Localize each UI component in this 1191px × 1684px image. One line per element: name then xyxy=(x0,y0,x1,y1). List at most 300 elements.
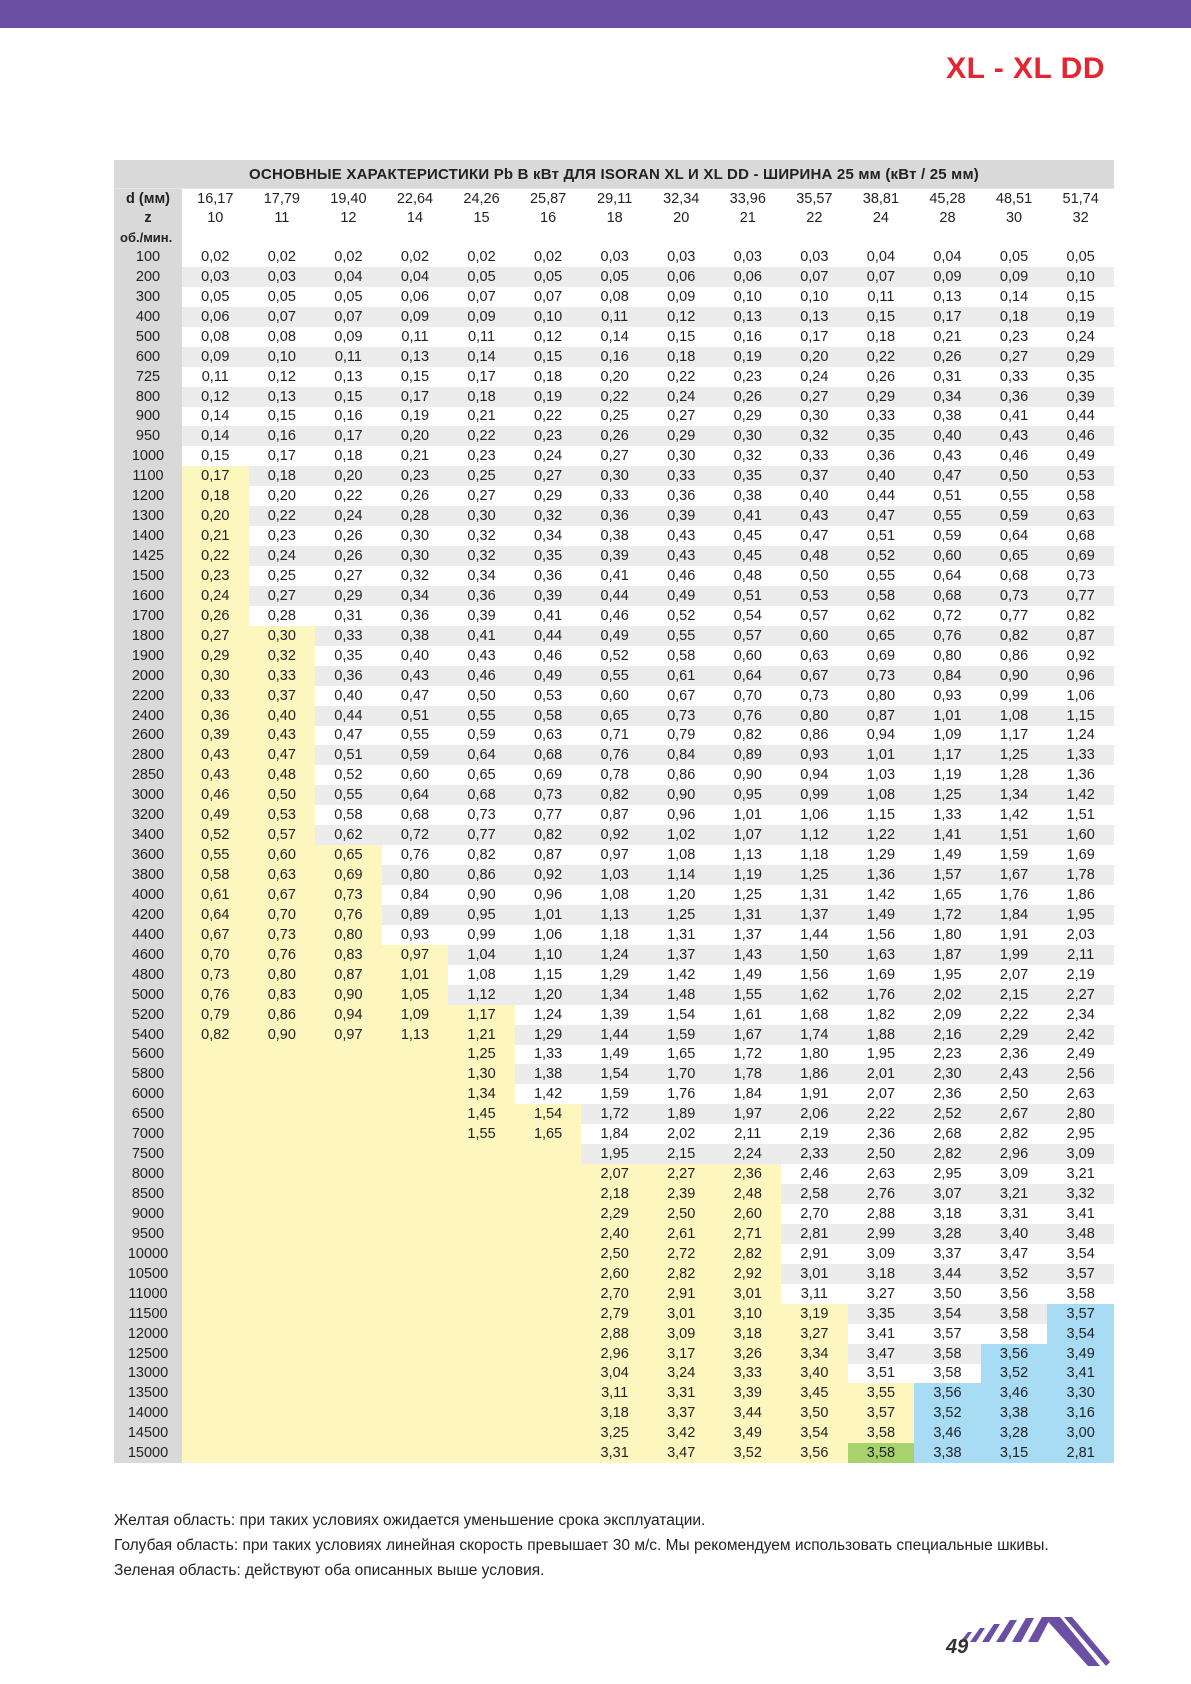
power-cell: 3,01 xyxy=(715,1284,782,1304)
power-cell: 0,35 xyxy=(848,426,915,446)
power-cell: 3,09 xyxy=(648,1324,715,1344)
power-cell: 1,45 xyxy=(448,1104,515,1124)
power-cell: 0,43 xyxy=(249,726,316,746)
table-row xyxy=(114,805,1114,825)
power-cell xyxy=(182,1344,249,1364)
power-cell: 0,48 xyxy=(781,546,848,566)
power-cell: 0,22 xyxy=(515,407,582,427)
table-row xyxy=(114,1204,1114,1224)
power-cell: 0,67 xyxy=(648,686,715,706)
power-cell xyxy=(515,1324,582,1344)
power-cell: 0,14 xyxy=(182,407,249,427)
power-cell: 3,57 xyxy=(1047,1304,1114,1324)
teeth-cell: 18 xyxy=(581,208,648,227)
table-row xyxy=(114,706,1114,726)
power-cell: 0,33 xyxy=(182,686,249,706)
power-cell: 0,16 xyxy=(249,426,316,446)
power-cell: 3,44 xyxy=(914,1264,981,1284)
power-cell: 0,47 xyxy=(249,745,316,765)
power-cell: 0,92 xyxy=(1047,646,1114,666)
rpm-label: об./мин. xyxy=(114,227,182,247)
power-cell: 2,81 xyxy=(1047,1443,1114,1463)
rpm-cell: 3000 xyxy=(114,785,182,805)
power-cell: 1,15 xyxy=(515,965,582,985)
rpm-cell: 6500 xyxy=(114,1104,182,1124)
rpm-cell: 9000 xyxy=(114,1204,182,1224)
power-cell: 0,55 xyxy=(981,486,1048,506)
power-cell: 0,27 xyxy=(515,466,582,486)
power-cell: 0,19 xyxy=(382,407,449,427)
power-cell: 1,91 xyxy=(981,925,1048,945)
rpm-cell: 1700 xyxy=(114,606,182,626)
power-cell: 0,69 xyxy=(848,646,915,666)
power-cell xyxy=(249,1403,316,1423)
power-cell: 0,55 xyxy=(848,566,915,586)
power-cell: 0,97 xyxy=(382,945,449,965)
table-row xyxy=(114,1184,1114,1204)
power-cell: 0,30 xyxy=(182,666,249,686)
power-cell: 0,76 xyxy=(182,985,249,1005)
power-cell: 0,57 xyxy=(249,825,316,845)
power-cell: 3,18 xyxy=(914,1204,981,1224)
power-cell: 0,73 xyxy=(848,666,915,686)
power-cell: 0,46 xyxy=(448,666,515,686)
rpm-cell: 5800 xyxy=(114,1064,182,1084)
power-cell: 0,44 xyxy=(515,626,582,646)
power-cell: 3,35 xyxy=(848,1304,915,1324)
power-cell: 0,15 xyxy=(382,367,449,387)
table-row xyxy=(114,1104,1114,1124)
power-cell: 0,12 xyxy=(648,307,715,327)
power-cell: 1,08 xyxy=(981,706,1048,726)
power-cell: 2,71 xyxy=(715,1224,782,1244)
power-cell: 3,09 xyxy=(981,1164,1048,1184)
power-cell: 2,52 xyxy=(914,1104,981,1124)
rpm-cell: 725 xyxy=(114,367,182,387)
power-cell: 2,19 xyxy=(781,1124,848,1144)
rpm-cell: 4200 xyxy=(114,905,182,925)
power-cell: 3,41 xyxy=(1047,1204,1114,1224)
power-cell: 3,31 xyxy=(648,1383,715,1403)
power-cell: 0,73 xyxy=(182,965,249,985)
rpm-cell: 3600 xyxy=(114,845,182,865)
diameter-cell: 35,57 xyxy=(781,189,848,209)
power-cell: 0,04 xyxy=(914,247,981,267)
power-cell: 3,17 xyxy=(648,1344,715,1364)
power-cell: 3,47 xyxy=(848,1344,915,1364)
power-cell: 0,45 xyxy=(715,546,782,566)
rpm-cell: 5600 xyxy=(114,1045,182,1065)
power-cell xyxy=(182,1124,249,1144)
power-cell xyxy=(382,1403,449,1423)
power-cell: 0,52 xyxy=(182,825,249,845)
power-cell: 0,05 xyxy=(315,287,382,307)
legend-green: Зеленая область: действуют оба описанных выше условия. xyxy=(114,1562,545,1579)
power-cell: 0,47 xyxy=(315,726,382,746)
power-cell: 1,78 xyxy=(715,1064,782,1084)
power-cell: 2,48 xyxy=(715,1184,782,1204)
power-cell: 0,43 xyxy=(382,666,449,686)
power-cell: 0,49 xyxy=(515,666,582,686)
power-cell: 0,05 xyxy=(182,287,249,307)
power-cell xyxy=(448,1403,515,1423)
power-cell: 0,86 xyxy=(781,726,848,746)
power-cell: 0,68 xyxy=(382,805,449,825)
table-row xyxy=(114,1025,1114,1045)
power-cell: 1,39 xyxy=(581,1005,648,1025)
power-cell xyxy=(315,1264,382,1284)
top-accent-bar xyxy=(0,0,1191,28)
power-cell: 0,67 xyxy=(249,885,316,905)
power-cell: 0,26 xyxy=(581,426,648,446)
power-cell: 2,91 xyxy=(648,1284,715,1304)
rpm-cell: 1300 xyxy=(114,506,182,526)
table-row xyxy=(114,965,1114,985)
power-cell: 0,33 xyxy=(249,666,316,686)
power-rating-table xyxy=(114,160,1114,1463)
power-cell: 1,42 xyxy=(981,805,1048,825)
power-cell: 3,58 xyxy=(848,1443,915,1463)
power-cell: 0,32 xyxy=(249,646,316,666)
power-cell: 0,40 xyxy=(249,706,316,726)
power-cell: 0,29 xyxy=(515,486,582,506)
power-cell: 0,27 xyxy=(448,486,515,506)
power-cell: 0,26 xyxy=(315,526,382,546)
power-cell: 1,54 xyxy=(648,1005,715,1025)
power-cell: 0,52 xyxy=(315,765,382,785)
power-cell: 0,31 xyxy=(914,367,981,387)
power-cell: 3,10 xyxy=(715,1304,782,1324)
power-cell: 0,73 xyxy=(781,686,848,706)
rpm-cell: 800 xyxy=(114,387,182,407)
power-cell: 3,52 xyxy=(981,1264,1048,1284)
power-cell: 0,79 xyxy=(648,726,715,746)
power-cell xyxy=(448,1423,515,1443)
rpm-cell: 11500 xyxy=(114,1304,182,1324)
power-cell: 1,42 xyxy=(848,885,915,905)
power-cell: 0,73 xyxy=(515,785,582,805)
power-cell: 0,22 xyxy=(182,546,249,566)
power-cell: 0,08 xyxy=(182,327,249,347)
power-cell: 0,19 xyxy=(515,387,582,407)
power-cell: 1,67 xyxy=(981,865,1048,885)
table-row xyxy=(114,387,1114,407)
power-cell: 0,22 xyxy=(315,486,382,506)
power-cell: 3,54 xyxy=(781,1423,848,1443)
power-cell: 0,69 xyxy=(515,765,582,785)
power-cell: 1,99 xyxy=(981,945,1048,965)
power-cell: 1,08 xyxy=(848,785,915,805)
power-cell: 0,87 xyxy=(1047,626,1114,646)
power-cell: 0,39 xyxy=(515,586,582,606)
power-cell: 0,24 xyxy=(515,446,582,466)
power-cell xyxy=(382,1164,449,1184)
power-cell: 0,04 xyxy=(315,267,382,287)
power-cell: 0,14 xyxy=(182,426,249,446)
power-cell: 2,88 xyxy=(581,1324,648,1344)
power-cell: 2,99 xyxy=(848,1224,915,1244)
power-cell: 0,76 xyxy=(581,745,648,765)
table-row xyxy=(114,925,1114,945)
power-cell: 3,56 xyxy=(981,1344,1048,1364)
diameter-cell: 17,79 xyxy=(249,189,316,209)
power-cell: 3,57 xyxy=(1047,1264,1114,1284)
power-cell: 1,57 xyxy=(914,865,981,885)
table-row xyxy=(114,865,1114,885)
power-cell xyxy=(448,1364,515,1384)
table-row xyxy=(114,765,1114,785)
power-cell: 0,43 xyxy=(781,506,848,526)
power-cell: 0,40 xyxy=(781,486,848,506)
diameter-cell: 45,28 xyxy=(914,189,981,209)
rpm-cell: 4600 xyxy=(114,945,182,965)
power-cell: 0,18 xyxy=(848,327,915,347)
rpm-cell: 1200 xyxy=(114,486,182,506)
power-cell: 2,42 xyxy=(1047,1025,1114,1045)
power-cell: 0,55 xyxy=(648,626,715,646)
power-cell: 1,50 xyxy=(781,945,848,965)
rpm-cell: 4400 xyxy=(114,925,182,945)
power-cell: 0,36 xyxy=(648,486,715,506)
power-cell: 0,82 xyxy=(981,626,1048,646)
power-cell: 1,24 xyxy=(1047,726,1114,746)
power-cell: 0,99 xyxy=(448,925,515,945)
power-cell: 0,63 xyxy=(515,726,582,746)
power-cell: 0,80 xyxy=(382,865,449,885)
power-cell: 0,60 xyxy=(914,546,981,566)
teeth-cell: 21 xyxy=(715,208,782,227)
power-cell: 1,05 xyxy=(382,985,449,1005)
power-cell: 2,82 xyxy=(648,1264,715,1284)
power-cell: 1,08 xyxy=(648,845,715,865)
power-cell: 0,02 xyxy=(515,247,582,267)
table-body xyxy=(114,247,1114,1463)
rpm-cell: 14500 xyxy=(114,1423,182,1443)
power-cell: 1,42 xyxy=(515,1084,582,1104)
power-cell: 1,18 xyxy=(581,925,648,945)
power-cell: 0,55 xyxy=(182,845,249,865)
power-cell: 0,87 xyxy=(848,706,915,726)
power-cell: 0,10 xyxy=(515,307,582,327)
power-cell: 2,61 xyxy=(648,1224,715,1244)
power-cell: 0,11 xyxy=(382,327,449,347)
power-cell: 1,44 xyxy=(581,1025,648,1045)
power-cell xyxy=(315,1144,382,1164)
power-cell: 2,43 xyxy=(981,1064,1048,1084)
power-cell: 1,06 xyxy=(781,805,848,825)
power-cell: 0,36 xyxy=(515,566,582,586)
power-cell: 0,54 xyxy=(715,606,782,626)
power-cell: 2,88 xyxy=(848,1204,915,1224)
power-cell: 2,11 xyxy=(715,1124,782,1144)
power-cell xyxy=(249,1104,316,1124)
power-cell: 0,15 xyxy=(1047,287,1114,307)
power-cell: 2,27 xyxy=(1047,985,1114,1005)
power-cell: 0,29 xyxy=(182,646,249,666)
power-cell: 3,56 xyxy=(781,1443,848,1463)
power-cell: 0,51 xyxy=(382,706,449,726)
power-cell xyxy=(182,1304,249,1324)
power-cell: 1,13 xyxy=(382,1025,449,1045)
table-row xyxy=(114,1423,1114,1443)
table-row xyxy=(114,247,1114,267)
rpm-cell: 12500 xyxy=(114,1344,182,1364)
power-cell: 2,24 xyxy=(715,1144,782,1164)
table-row xyxy=(114,466,1114,486)
power-cell: 0,27 xyxy=(182,626,249,646)
power-cell: 0,61 xyxy=(182,885,249,905)
power-cell: 1,02 xyxy=(648,825,715,845)
power-cell: 0,11 xyxy=(315,347,382,367)
power-cell: 0,90 xyxy=(249,1025,316,1045)
power-cell: 1,15 xyxy=(1047,706,1114,726)
power-cell: 2,33 xyxy=(781,1144,848,1164)
power-cell: 0,43 xyxy=(914,446,981,466)
power-cell: 0,68 xyxy=(914,586,981,606)
power-cell xyxy=(382,1184,449,1204)
diameter-cell: 19,40 xyxy=(315,189,382,209)
power-cell: 3,56 xyxy=(981,1284,1048,1304)
teeth-cell: 12 xyxy=(315,208,382,227)
power-cell: 0,38 xyxy=(715,486,782,506)
power-cell: 3,37 xyxy=(914,1244,981,1264)
power-cell: 0,28 xyxy=(382,506,449,526)
power-cell: 1,49 xyxy=(715,965,782,985)
power-cell: 0,30 xyxy=(382,546,449,566)
power-cell xyxy=(382,1264,449,1284)
power-cell: 0,63 xyxy=(1047,506,1114,526)
table-row xyxy=(114,626,1114,646)
rpm-cell: 950 xyxy=(114,426,182,446)
power-cell: 2,23 xyxy=(914,1045,981,1065)
power-cell: 1,84 xyxy=(981,905,1048,925)
power-cell: 3,25 xyxy=(581,1423,648,1443)
power-cell xyxy=(249,1304,316,1324)
power-cell: 0,18 xyxy=(182,486,249,506)
power-cell: 0,20 xyxy=(249,486,316,506)
power-cell: 0,13 xyxy=(315,367,382,387)
power-cell xyxy=(249,1423,316,1443)
power-cell: 0,36 xyxy=(848,446,915,466)
power-cell: 0,24 xyxy=(781,367,848,387)
power-cell: 0,50 xyxy=(781,566,848,586)
power-cell: 0,07 xyxy=(249,307,316,327)
power-cell: 0,72 xyxy=(914,606,981,626)
power-cell xyxy=(315,1124,382,1144)
power-cell: 0,36 xyxy=(182,706,249,726)
power-cell: 1,72 xyxy=(914,905,981,925)
power-cell: 1,06 xyxy=(1047,686,1114,706)
power-cell: 3,30 xyxy=(1047,1383,1114,1403)
power-cell: 1,49 xyxy=(581,1045,648,1065)
power-cell: 0,64 xyxy=(448,745,515,765)
power-cell: 1,37 xyxy=(781,905,848,925)
power-cell: 0,64 xyxy=(382,785,449,805)
table-row xyxy=(114,1364,1114,1384)
power-cell: 0,23 xyxy=(981,327,1048,347)
power-cell: 0,05 xyxy=(515,267,582,287)
power-cell xyxy=(448,1164,515,1184)
power-cell: 0,31 xyxy=(315,606,382,626)
power-cell: 0,10 xyxy=(1047,267,1114,287)
diameter-cell: 32,34 xyxy=(648,189,715,209)
power-cell: 0,40 xyxy=(315,686,382,706)
power-cell: 2,29 xyxy=(581,1204,648,1224)
power-cell: 1,61 xyxy=(715,1005,782,1025)
power-cell: 0,49 xyxy=(581,626,648,646)
power-cell: 2,03 xyxy=(1047,925,1114,945)
power-cell: 0,04 xyxy=(382,267,449,287)
diameter-cell: 38,81 xyxy=(848,189,915,209)
power-cell: 0,29 xyxy=(1047,347,1114,367)
power-cell: 3,47 xyxy=(648,1443,715,1463)
power-cell: 0,68 xyxy=(515,745,582,765)
power-cell: 0,22 xyxy=(448,426,515,446)
legend xyxy=(114,1508,1049,1583)
z-label: z xyxy=(114,208,182,227)
power-cell: 0,07 xyxy=(848,267,915,287)
rpm-cell: 15000 xyxy=(114,1443,182,1463)
power-cell: 1,86 xyxy=(781,1064,848,1084)
power-cell: 0,03 xyxy=(648,247,715,267)
power-cell: 2,07 xyxy=(848,1084,915,1104)
power-cell: 1,20 xyxy=(648,885,715,905)
power-cell: 2,49 xyxy=(1047,1045,1114,1065)
power-cell xyxy=(182,1084,249,1104)
power-cell: 1,10 xyxy=(515,945,582,965)
power-cell: 0,53 xyxy=(249,805,316,825)
table-row xyxy=(114,1124,1114,1144)
power-cell: 2,39 xyxy=(648,1184,715,1204)
power-cell: 1,51 xyxy=(1047,805,1114,825)
power-cell: 0,92 xyxy=(581,825,648,845)
rpm-cell: 8500 xyxy=(114,1184,182,1204)
rpm-cell: 200 xyxy=(114,267,182,287)
power-cell: 1,17 xyxy=(448,1005,515,1025)
power-cell: 2,18 xyxy=(581,1184,648,1204)
power-cell: 1,13 xyxy=(581,905,648,925)
power-cell: 0,87 xyxy=(581,805,648,825)
power-cell: 0,26 xyxy=(382,486,449,506)
power-cell: 1,25 xyxy=(648,905,715,925)
power-cell: 0,02 xyxy=(448,247,515,267)
power-cell: 0,03 xyxy=(182,267,249,287)
power-cell: 1,04 xyxy=(448,945,515,965)
diameter-cell: 33,96 xyxy=(715,189,782,209)
teeth-cell: 24 xyxy=(848,208,915,227)
power-cell xyxy=(382,1124,449,1144)
power-cell: 3,07 xyxy=(914,1184,981,1204)
power-cell: 0,34 xyxy=(382,586,449,606)
power-cell: 2,67 xyxy=(981,1104,1048,1124)
power-cell: 0,02 xyxy=(249,247,316,267)
power-cell: 0,17 xyxy=(781,327,848,347)
power-cell: 1,59 xyxy=(581,1084,648,1104)
power-cell xyxy=(182,1204,249,1224)
rpm-cell: 2800 xyxy=(114,745,182,765)
power-cell xyxy=(315,1443,382,1463)
power-cell: 1,19 xyxy=(914,765,981,785)
power-cell xyxy=(515,1344,582,1364)
power-cell: 0,80 xyxy=(848,686,915,706)
power-cell: 0,58 xyxy=(515,706,582,726)
power-cell: 3,31 xyxy=(981,1204,1048,1224)
power-cell: 0,18 xyxy=(448,387,515,407)
power-cell: 2,92 xyxy=(715,1264,782,1284)
power-cell: 0,44 xyxy=(1047,407,1114,427)
power-cell: 2,19 xyxy=(1047,965,1114,985)
power-cell: 0,13 xyxy=(781,307,848,327)
